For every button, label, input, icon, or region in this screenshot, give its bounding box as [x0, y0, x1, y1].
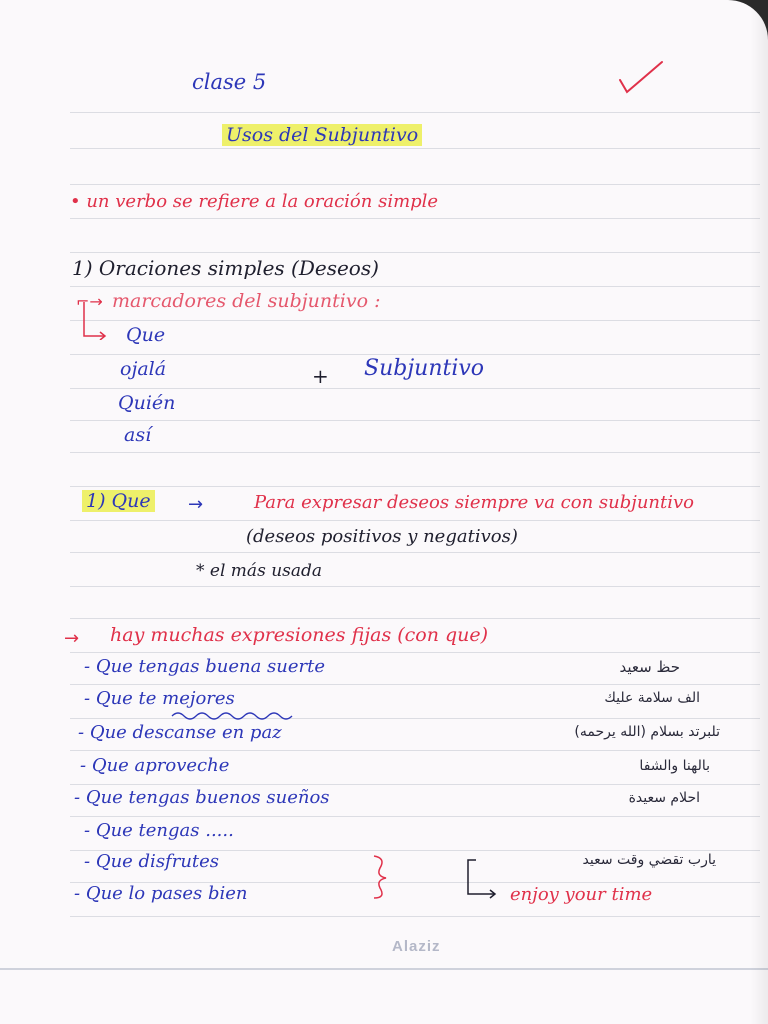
bracket-arrow-icon — [462, 858, 502, 902]
section1-heading: 1) Oraciones simples (Deseos) — [72, 256, 379, 280]
usage-note-text: el más usada — [209, 561, 323, 581]
brand-watermark: Alaziz — [392, 938, 441, 955]
expression-spanish: - Que lo pases bien — [74, 883, 248, 904]
marker-item: así — [124, 424, 152, 446]
expression-arabic: حظ سعيد — [619, 658, 680, 676]
check-mark-icon — [600, 58, 670, 98]
marker-label: marcadores del subjuntivo : — [112, 290, 381, 312]
ruled-line — [70, 684, 760, 685]
expression-spanish: - Que tengas buenos sueños — [74, 787, 330, 808]
marker-item: Quién — [118, 392, 176, 414]
ruled-line — [70, 552, 760, 553]
ruled-line — [70, 112, 760, 113]
expression-spanish: - Que tengas buena suerte — [84, 656, 326, 677]
expression-spanish: - Que te mejores — [84, 688, 235, 709]
ruled-line — [70, 420, 760, 421]
expression-spanish: - Que disfrutes — [84, 851, 220, 872]
ruled-line — [70, 252, 760, 253]
ruled-line — [70, 816, 760, 817]
ruled-line — [70, 320, 760, 321]
arrow-right-icon: → — [64, 628, 80, 649]
ruled-line — [70, 184, 760, 185]
expression-arabic: احلام سعيدة — [628, 790, 700, 806]
marker-item: ojalá — [120, 358, 167, 380]
usage-note — [196, 561, 322, 581]
ruled-line — [70, 354, 760, 355]
ruled-line — [70, 388, 760, 389]
expression-arabic: تلبرتد بسلام (الله يرحمه) — [574, 724, 720, 740]
expressions-heading: hay muchas expresiones fijas (con que) — [110, 624, 489, 646]
ruled-line — [70, 916, 760, 917]
bracket-translation: enjoy your time — [510, 884, 653, 905]
topic-title-text: Usos del Subjuntivo — [222, 124, 422, 146]
expression-arabic: بالهنا والشفا — [639, 758, 710, 774]
expression-arabic: الف سلامة عليك — [604, 690, 700, 706]
ruled-line — [70, 586, 760, 587]
curly-brace-icon — [368, 852, 394, 902]
topic-title — [222, 124, 422, 146]
plus-sign: + — [312, 364, 329, 388]
bottom-divider — [0, 968, 768, 970]
arrow-right-icon: → — [188, 494, 204, 515]
ruled-line — [70, 750, 760, 751]
expression-spanish: - Que descanse en paz — [78, 722, 282, 743]
bracket-arrow-icon — [80, 300, 110, 340]
ruled-line — [70, 218, 760, 219]
ruled-line — [70, 452, 760, 453]
arrow-right-icon: ⌐→ — [76, 292, 103, 311]
ruled-line — [70, 486, 760, 487]
ruled-line — [70, 784, 760, 785]
ruled-line — [70, 286, 760, 287]
bullet-icon: • — [70, 191, 87, 212]
star-icon: * — [196, 561, 210, 581]
que-label — [82, 490, 155, 512]
que-label-text: 1) Que — [82, 490, 155, 512]
ruled-line — [70, 520, 760, 521]
expression-spanish: - Que aproveche — [80, 755, 230, 776]
intro-note — [70, 191, 438, 212]
expression-arabic: يارب تقضي وقت سعيد — [582, 852, 716, 868]
wavy-underline — [170, 708, 300, 722]
ruled-line — [70, 652, 760, 653]
subjuntivo-result: Subjuntivo — [364, 356, 485, 381]
expression-spanish: - Que tengas ..... — [84, 820, 234, 841]
intro-note-text: un verbo se refiere a la oración simple — [86, 191, 439, 212]
class-title: clase 5 — [192, 70, 267, 94]
ruled-line — [70, 148, 760, 149]
que-explanation-note: (deseos positivos y negativos) — [246, 526, 518, 547]
marker-item: Que — [126, 324, 166, 346]
ruled-line — [70, 618, 760, 619]
que-explanation: Para expresar deseos siempre va con subjuntivo — [254, 492, 695, 513]
